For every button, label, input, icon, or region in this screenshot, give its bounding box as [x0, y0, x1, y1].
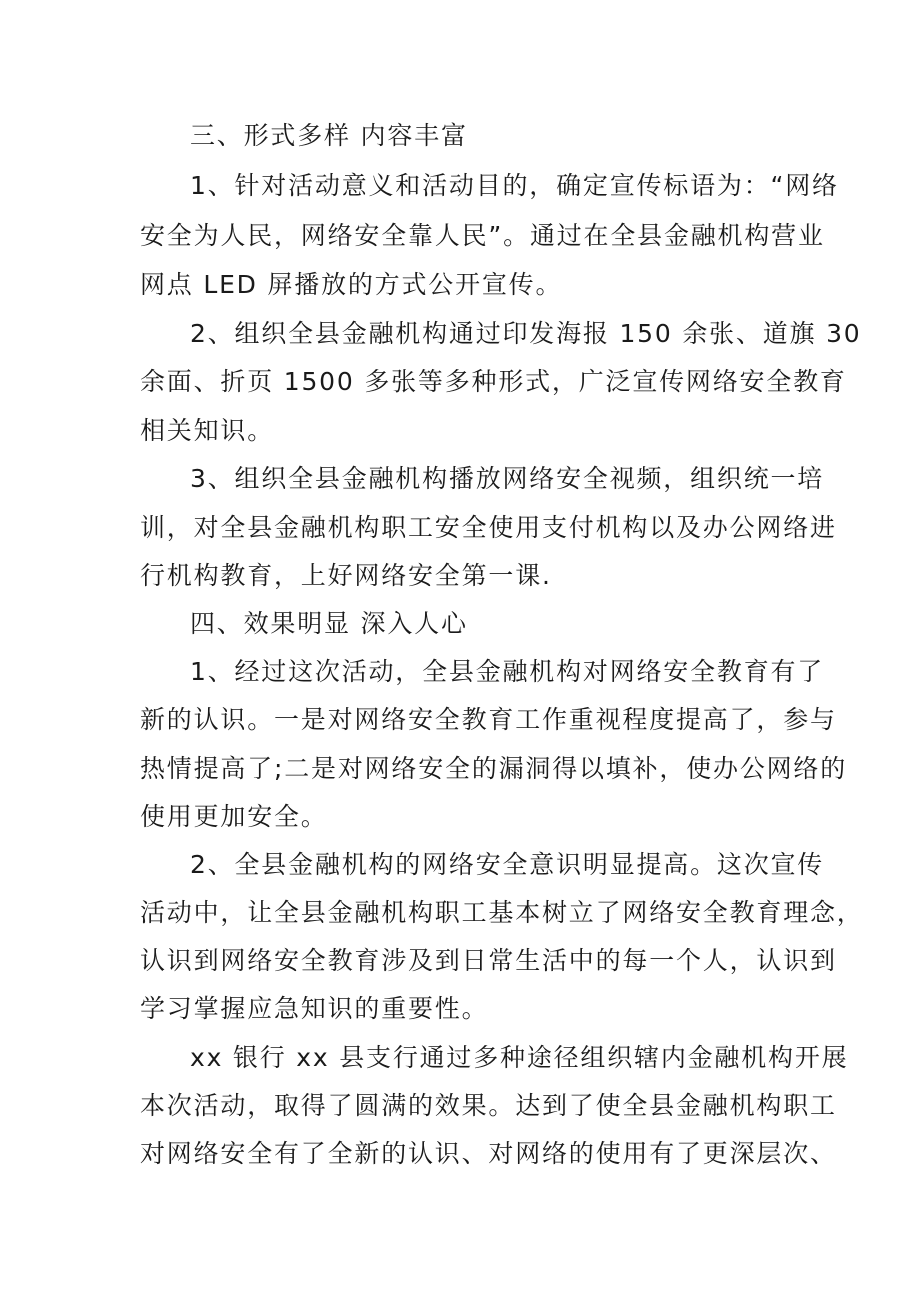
paragraph-line: 1、经过这次活动，全县金融机构对网络安全教育有了	[190, 657, 825, 686]
paragraph-line: 3、组织全县金融机构播放网络安全视频，组织统一培	[190, 464, 825, 493]
paragraph-line: 1、针对活动意义和活动目的，确定宣传标语为：“网络	[190, 171, 839, 200]
paragraph-line: 对网络安全有了全新的认识、对网络的使用有了更深层次、	[140, 1139, 837, 1168]
paragraph-line: 安全为人民，网络安全靠人民”。通过在全县金融机构营业	[140, 221, 825, 250]
paragraph-line: 2、全县金融机构的网络安全意识明显提高。这次宣传	[190, 850, 825, 879]
paragraph-line: 本次活动，取得了圆满的效果。达到了使全县金融机构职工	[140, 1091, 837, 1120]
paragraph-line: 余面、折页 1500 多张等多种形式，广泛宣传网络安全教育	[140, 367, 847, 396]
paragraph-line: 2、组织全县金融机构通过印发海报 150 余张、道旗 30	[190, 319, 862, 348]
paragraph-line: 使用更加安全。	[140, 802, 328, 831]
paragraph-line: 网点 LED 屏播放的方式公开宣传。	[140, 270, 563, 299]
paragraph-line: 相关知识。	[140, 416, 275, 445]
paragraph-line: 热情提高了;二是对网络安全的漏洞得以填补，使办公网络的	[140, 754, 848, 783]
paragraph-line: 学习掌握应急知识的重要性。	[140, 994, 489, 1023]
paragraph-line: 行机构教育，上好网络安全第一课.	[140, 561, 552, 590]
paragraph-line: xx 银行 xx 县支行通过多种途径组织辖内金融机构开展	[190, 1043, 849, 1072]
section-heading: 三、形式多样 内容丰富	[190, 121, 468, 150]
paragraph-line: 新的认识。一是对网络安全教育工作重视程度提高了，参与	[140, 705, 837, 734]
paragraph-line: 认识到网络安全教育涉及到日常生活中的每一个人，认识到	[140, 946, 837, 975]
paragraph-line: 训，对全县金融机构职工安全使用支付机构以及办公网络进	[140, 513, 837, 542]
paragraph-line: 活动中，让全县金融机构职工基本树立了网络安全教育理念，	[140, 898, 864, 927]
section-heading: 四、效果明显 深入人心	[190, 609, 468, 638]
